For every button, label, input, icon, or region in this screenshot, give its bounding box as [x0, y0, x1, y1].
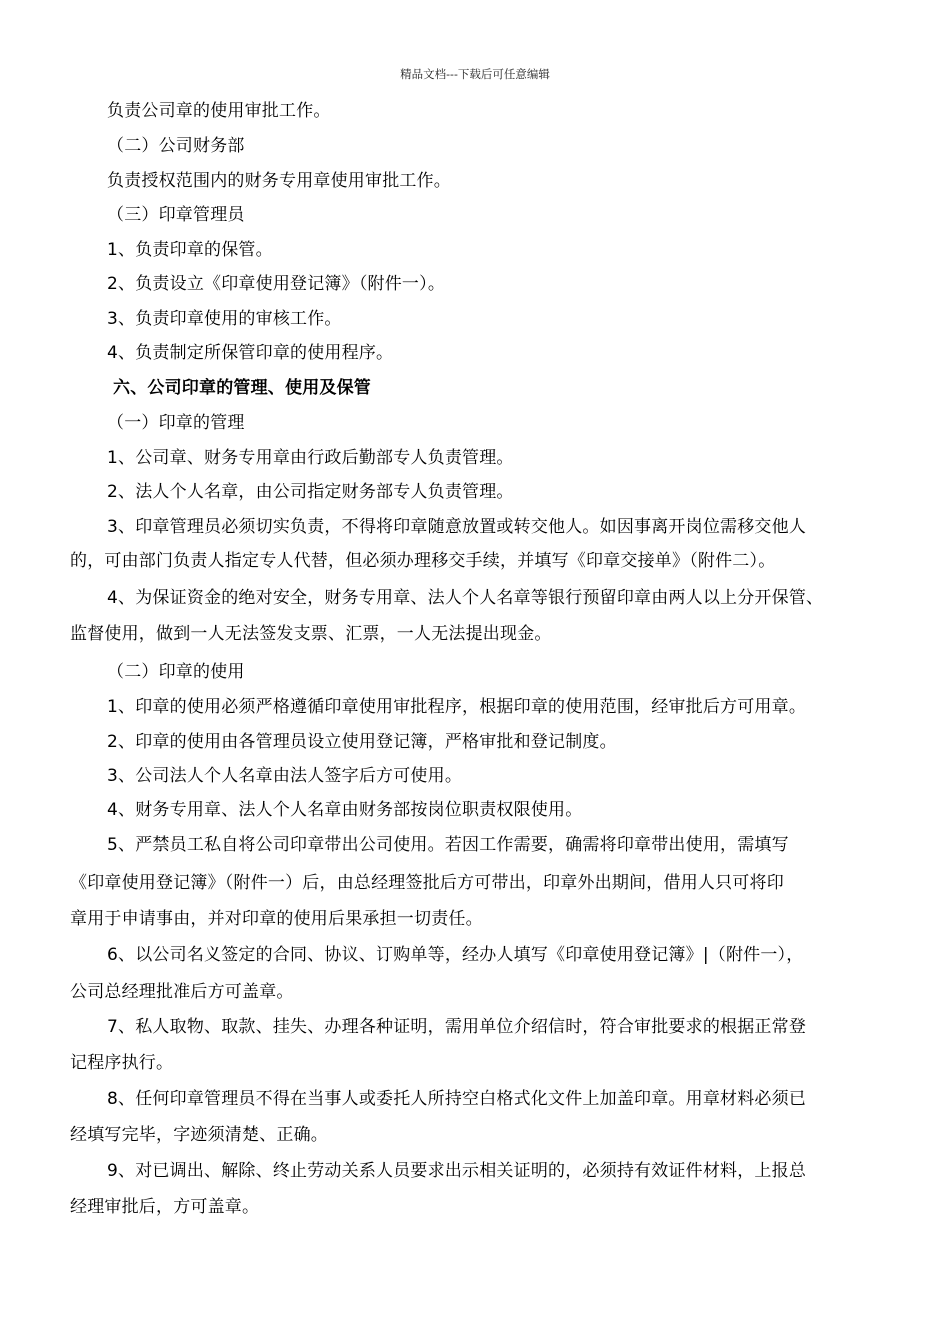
section-heading: （二）公司财务部 — [107, 136, 245, 156]
list-item: 1、公司章、财务专用章由行政后勤部专人负责管理。 — [107, 448, 514, 468]
list-item-continuation: 的，可由部门负责人指定专人代替，但必须办理移交手续，并填写《印章交接单》（附件二）。 — [70, 551, 776, 571]
list-item: 8、任何印章管理员不得在当事人或委托人所持空白格式化文件上加盖印章。用章材料必须已 — [107, 1089, 807, 1109]
list-item: 7、私人取物、取款、挂失、办理各种证明，需用单位介绍信时，符合审批要求的根据正常登 — [107, 1017, 807, 1037]
list-item: 4、为保证资金的绝对安全，财务专用章、法人个人名章等银行预留印章由两人以上分开保管、 — [107, 588, 824, 608]
list-item: 4、财务专用章、法人个人名章由财务部按岗位职责权限使用。 — [107, 800, 583, 820]
section-heading: （三）印章管理员 — [107, 205, 245, 225]
section-heading: （二）印章的使用 — [107, 662, 245, 682]
list-item-continuation: 记程序执行。 — [70, 1053, 174, 1073]
list-item-continuation: 公司总经理批准后方可盖章。 — [70, 982, 294, 1002]
list-item-continuation: 监督使用，做到一人无法签发支票、汇票，一人无法提出现金。 — [70, 624, 552, 644]
page-header: 精品文档---下载后可任意编辑 — [400, 67, 550, 81]
list-item: 1、负责印章的保管。 — [107, 240, 273, 260]
list-item: 2、印章的使用由各管理员设立使用登记簿，严格审批和登记制度。 — [107, 732, 617, 752]
text-line: 负责授权范围内的财务专用章使用审批工作。 — [107, 171, 451, 191]
list-item: 3、印章管理员必须切实负责，不得将印章随意放置或转交他人。如因事离开岗位需移交他人 — [107, 517, 807, 537]
list-item: 9、对已调出、解除、终止劳动关系人员要求出示相关证明的，必须持有效证件材料，上报总 — [107, 1161, 807, 1181]
list-item: 6、以公司名义签定的合同、协议、订购单等，经办人填写《印章使用登记簿》|（附件一）， — [107, 945, 804, 965]
list-item: 3、负责印章使用的审核工作。 — [107, 309, 342, 329]
list-item: 4、负责制定所保管印章的使用程序。 — [107, 343, 394, 363]
list-item: 3、公司法人个人名章由法人签字后方可使用。 — [107, 766, 463, 786]
text-line: 负责公司章的使用审批工作。 — [107, 101, 331, 121]
chapter-heading: 六、公司印章的管理、使用及保管 — [113, 378, 371, 398]
list-item: 1、印章的使用必须严格遵循印章使用审批程序，根据印章的使用范围，经审批后方可用章。 — [107, 697, 807, 717]
section-heading: （一）印章的管理 — [107, 413, 245, 433]
list-item-continuation: 《印章使用登记簿》（附件一）后，由总经理签批后方可带出，印章外出期间，借用人只可将印 — [70, 873, 784, 893]
list-item-continuation: 章用于申请事由，并对印章的使用后果承担一切责任。 — [70, 909, 483, 929]
list-item: 2、负责设立《印章使用登记簿》（附件一）。 — [107, 274, 446, 294]
list-item-continuation: 经理审批后，方可盖章。 — [70, 1197, 260, 1217]
list-item: 2、法人个人名章，由公司指定财务部专人负责管理。 — [107, 482, 514, 502]
list-item: 5、严禁员工私自将公司印章带出公司使用。若因工作需要，确需将印章带出使用，需填写 — [107, 835, 789, 855]
list-item-continuation: 经填写完毕，字迹须清楚、正确。 — [70, 1125, 328, 1145]
